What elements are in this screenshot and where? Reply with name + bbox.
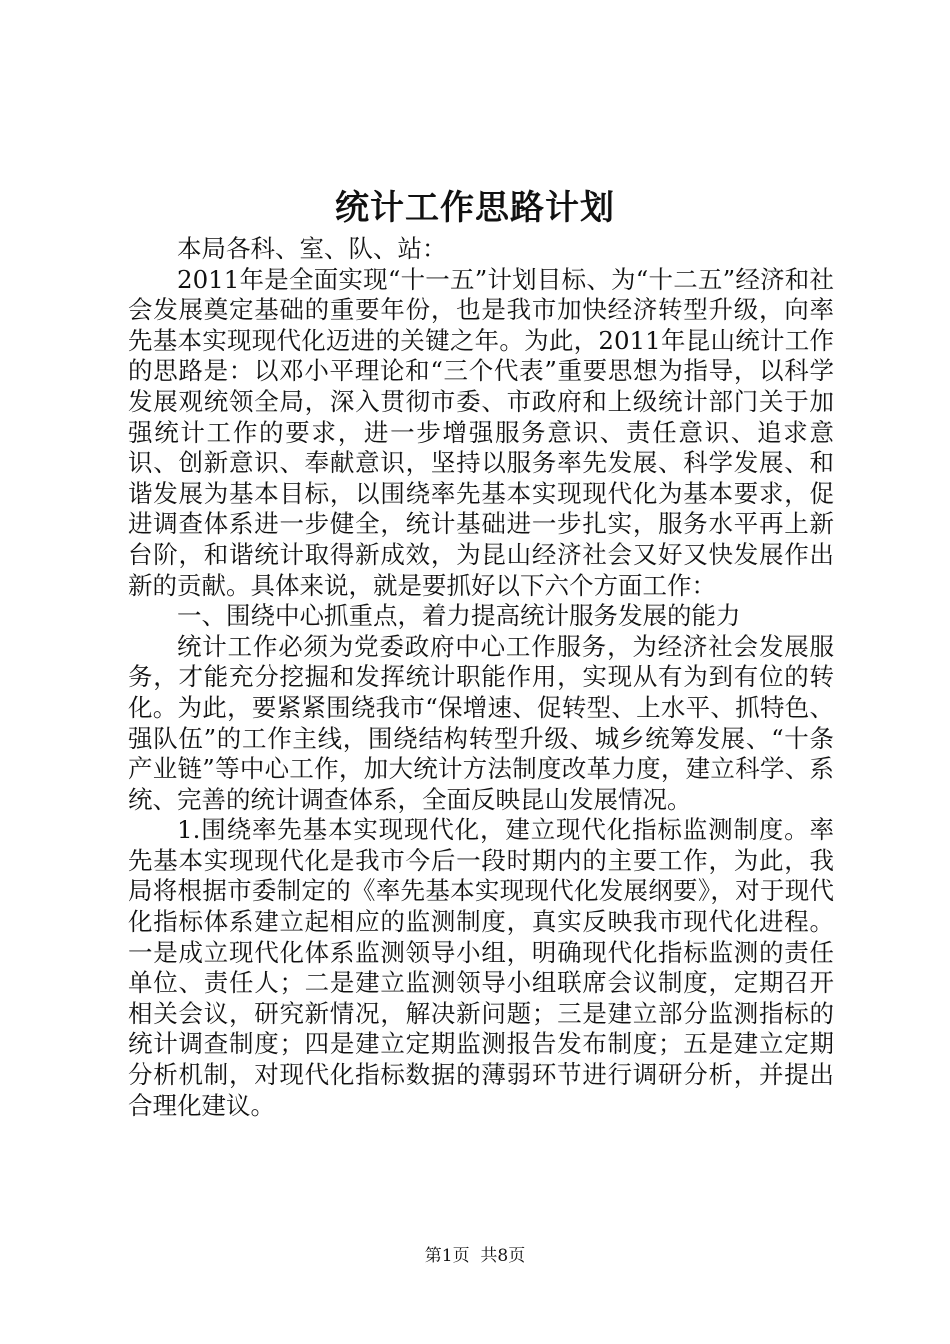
paragraph-section-1: 统计工作必须为党委政府中心工作服务，为经济社会发展服务，才能充分挖掘和发挥统计职能作用，实现从有为到有位的转化。为此，要紧紧围绕我市“保增速、促转型、上水平、抓特色、强队伍”的工作主线，围绕结构转型升级、城乡统筹发展、“十条产业链”等中心工作，加大统计方法制度改革力度，建立科学、系统、完善的统计调查体系，全面反映昆山发展情况。 bbox=[128, 631, 834, 814]
page-footer: 第1页 共8页 bbox=[424, 1246, 526, 1266]
document-title: 统计工作思路计划 bbox=[335, 188, 615, 228]
salutation: 本局各科、室、队、站： bbox=[177, 234, 447, 263]
paragraph-item-1: 1.围绕率先基本实现现代化，建立现代化指标监测制度。率先基本实现现代化是我市今后一段时期内的主要工作，为此，我局将根据市委制定的《率先基本实现现代化发展纲要》，对于现代化指标体系建立起相应的监测制度，真实反映我市现代化进程。一是成立现代化体系监测领导小组，明确现代化指标监测的责任单位、责任人；二是建立监测领导小组联席会议制度，定期召开相关会议，研究新情况，解决新问题；三是建立部分监测指标的统计调查制度；四是建立定期监测报告发布制度；五是建立定期分析机制，对现代化指标数据的薄弱环节进行调研分析，并提出合理化建议。 bbox=[128, 815, 834, 1120]
document-body bbox=[128, 234, 834, 1121]
section-heading-1: 一、围绕中心抓重点，着力提高统计服务发展的能力 bbox=[177, 601, 741, 631]
paragraph-intro: 2011年是全面实现“十一五”计划目标、为“十二五”经济和社会发展奠定基础的重要年份，也是我市加快经济转型升级，向率先基本实现现代化迈进的关键之年。为此，2011年昆山统计工作的思路是：以邓小平理论和“三个代表”重要思想为指导，以科学发展观统领全局，深入贯彻市委、市政府和上级统计部门关于加强统计工作的要求，进一步增强服务意识、责任意识、追求意识、创新意识、奉献意识，坚持以服务率先发展、科学发展、和谐发展为基本目标，以围绕率先基本实现现代化为基本要求，促进调查体系进一步健全，统计基础进一步扎实，服务水平再上新台阶，和谐统计取得新成效，为昆山经济社会又好又快发展作出新的贡献。具体来说，就是要抓好以下六个方面工作： bbox=[128, 264, 834, 600]
